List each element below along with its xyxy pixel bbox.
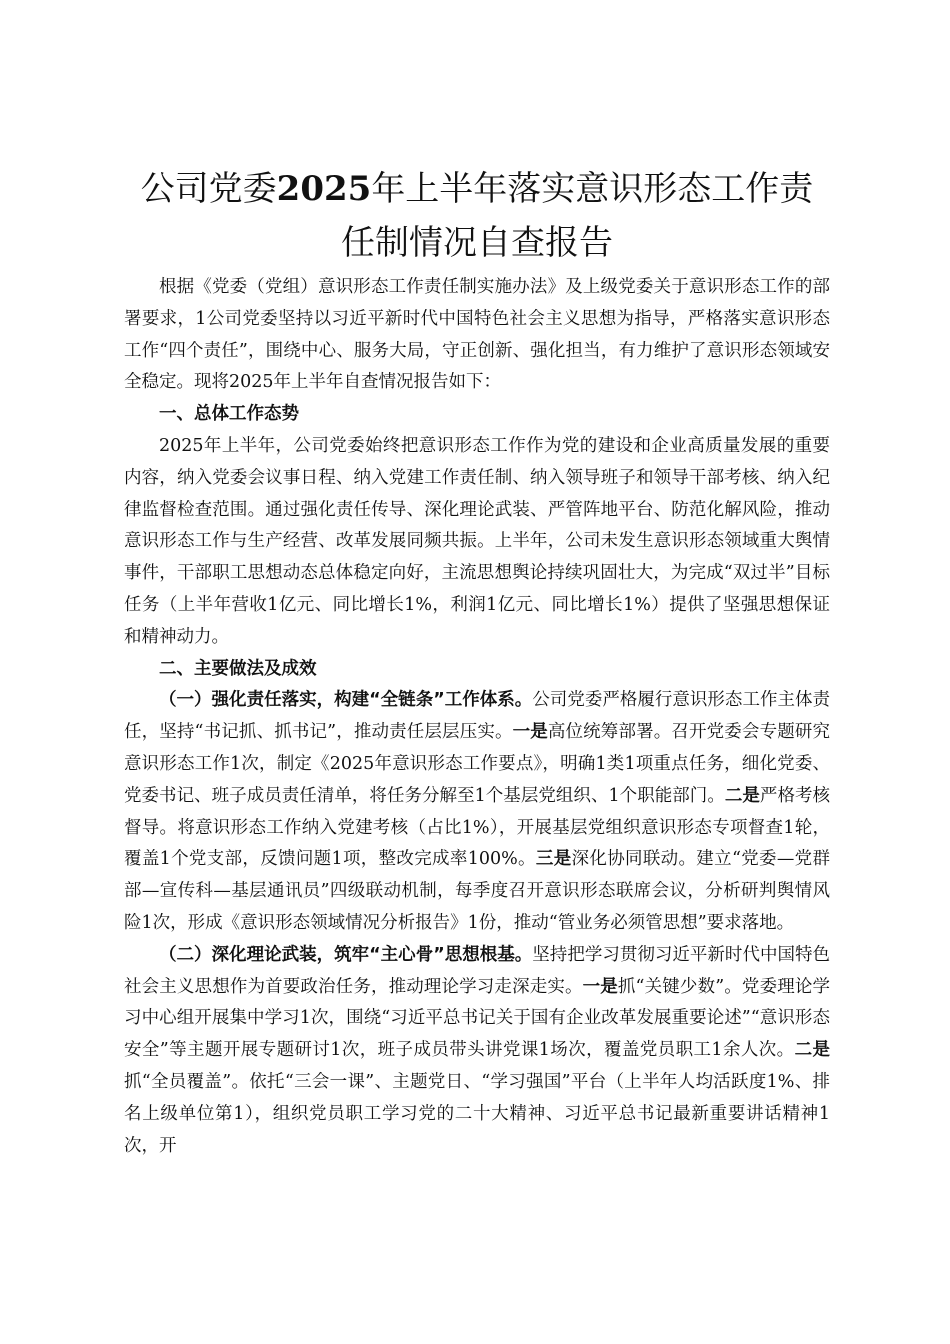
subsection-1-point-1: 高位统筹部署。召开党委会专题研究意识形态工作1次，制定《2025年意识形态工作要点》，明确1类1项重点任务，细化党委、党委书记、班子成员责任清单，将任务分解至1个基层党组织、1个职能部门。 <box>124 722 830 806</box>
section-2-heading: 二、主要做法及成效 <box>159 658 317 679</box>
subsection-2-point-1: 抓“关键少数”。党委理论学习中心组开展集中学习1次，围绕“习近平总书记关于国有企业改革发展重要论述”“意识形态安全”等主题开展专题研讨1次，班子成员带头讲党课1场次，覆盖党员职工1余人次。 <box>124 976 830 1061</box>
document-title <box>124 162 830 270</box>
document-page <box>124 162 830 1162</box>
subsection-2-title: （二）深化理论武装，筑牢“主心骨”思想根基。 <box>159 944 533 965</box>
subsection-2-point-1-label: 一是 <box>582 976 618 997</box>
subsection-1-point-2-label: 二是 <box>724 785 760 806</box>
subsection-1-intro: 公司党委严格履行意识形态工作主体责任，坚持“书记抓、抓书记”，推动责任层层压实。 <box>124 690 830 743</box>
subsection-1-point-1-label: 一是 <box>512 722 548 743</box>
title-year: 2025 <box>276 169 372 209</box>
title-line-1 <box>124 162 830 216</box>
subsection-2-point-2-label: 二是 <box>794 1040 830 1061</box>
title-prefix: 公司党委 <box>140 169 277 209</box>
subsection-2-intro: 坚持把学习贯彻习近平新时代中国特色社会主义思想作为首要政治任务，推动理论学习走深走实。 <box>124 944 830 997</box>
subsection-1-point-3-label: 三是 <box>535 849 572 870</box>
document-body <box>124 272 830 1162</box>
section-1-heading: 一、总体工作态势 <box>159 404 299 425</box>
subsection-1-point-2: 严格考核督导。将意识形态工作纳入党建考核（占比1%），开展基层党组织意识形态专项督查1轮，覆盖1个党支部，反馈问题1项，整改完成率100%。 <box>124 785 831 870</box>
subsection-1-point-3: 深化协同联动。建立“党委—党群部—宣传科—基层通讯员”四级联动机制，每季度召开意识形态联席会议，分析研判舆情风险1次，形成《意识形态领域情况分析报告》1份，推动“管业务必须管思想”要求落地。 <box>124 849 831 933</box>
subsection-2-paragraph <box>124 940 830 1163</box>
subsection-2-point-2: 抓“全员覆盖”。依托“三会一课”、主题党日、“学习强国”平台（上半年人均活跃度1%、排名上级单位第1），组织党员职工学习党的二十大精神、习近平总书记最新重要讲话精神1次，开 <box>124 1071 830 1156</box>
title-suffix: 年上半年落实意识形态工作责 <box>371 169 814 209</box>
section-1-paragraph: 2025年上半年，公司党委始终把意识形态工作作为党的建设和企业高质量发展的重要内容，纳入党委会议事日程、纳入党建工作责任制、纳入领导班子和领导干部考核、纳入纪律监督检查范围。通过强化责任传导、深化理论武装、严管阵地平台、防范化解风险，推动意识形态工作与生产经营、改革发展同频共振。上半年，公司未发生意识形态领域重大舆情事件，干部职工思想动态总体稳定向好，主流思想舆论持续巩固壮大，为完成“双过半”目标任务（上半年营收1亿元、同比增长1%，利润1亿元、同比增长1%）提供了坚强思想保证和精神动力。 <box>124 435 830 647</box>
subsection-1-paragraph <box>124 685 830 939</box>
title-line-2: 任制情况自查报告 <box>341 223 613 263</box>
intro-paragraph: 根据《党委（党组）意识形态工作责任制实施办法》及上级党委关于意识形态工作的部署要求，1公司党委坚持以习近平新时代中国特色社会主义思想为指导，严格落实意识形态工作“四个责任”，围绕中心、服务大局，守正创新、强化担当，有力维护了意识形态领域安全稳定。现将2025年上半年自查情况报告如下： <box>124 277 830 393</box>
subsection-1-title: （一）强化责任落实，构建“全链条”工作体系。 <box>159 690 533 711</box>
